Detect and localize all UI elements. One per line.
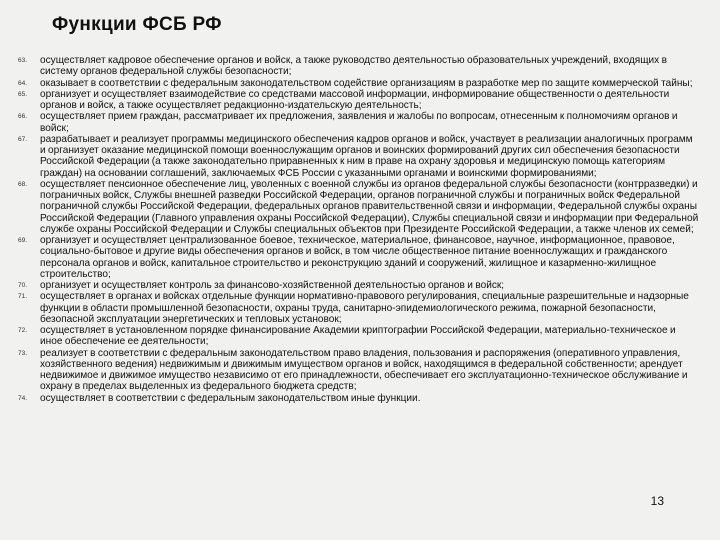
item-number: 72. <box>18 327 28 334</box>
item-number: 69. <box>18 237 28 244</box>
item-number: 68. <box>18 180 28 188</box>
item-text: реализует в соответствии с федеральным законодательством право владения, пользования и распоряжения (оперативного управления, хозяйственного ведения) недвижимым и движимым имуществом органов и войск, находящимся в федеральной собственности; арендует недвижимое и движимое имущество независимо от его принадлежности, обеспечивает его эксплуатационно-техническое обслуживание и охрану в пределах выделенных из федерального бюджета средств; <box>40 347 688 393</box>
item-text: осуществляет в установленном порядке финансирование Академии криптографии Российской Федерации, материально-техническое и иное обеспечение ее деятельности; <box>40 325 676 348</box>
item-number: 71. <box>18 293 28 301</box>
list-item <box>18 235 700 280</box>
item-text: организует и осуществляет взаимодействие со средствами массовой информации, информирование общественности о деятельности органов и войск, а также осуществляет редакционно-издательскую деятельность; <box>40 88 670 111</box>
item-number: 65. <box>18 90 28 98</box>
list-item <box>18 78 700 89</box>
list-item <box>18 55 700 78</box>
list-item <box>18 291 700 325</box>
functions-list <box>18 55 700 404</box>
item-number: 63. <box>18 57 28 64</box>
slide-title: Функции ФСБ РФ <box>52 14 222 35</box>
item-number: 73. <box>18 349 28 357</box>
list-item <box>18 393 700 404</box>
item-text: осуществляет в соответствии с федеральным законодательством иные функции. <box>40 392 421 404</box>
item-text: оказывает в соответствии с федеральным законодательством содействие организациям в разработке мер по защите коммерческой тайны; <box>40 77 693 89</box>
list-item <box>18 280 700 291</box>
list-item <box>18 348 700 393</box>
list-item <box>18 325 700 348</box>
list-item <box>18 111 700 134</box>
item-text: организует и осуществляет контроль за финансово-хозяйственной деятельностью органов и войск; <box>40 280 505 291</box>
item-number: 66. <box>18 113 28 121</box>
item-number: 74. <box>18 394 28 402</box>
list-item <box>18 134 700 179</box>
item-text: осуществляет в органах и войсках отдельные функции нормативно-правового регулирования, специальные разрешительные и надзорные функции в области промышленной безопасности, охраны труда, санитарно-эпидемиологического режима, пожарной безопасности, безопасной эксплуатации энергетических и тепловых установок; <box>40 291 689 325</box>
item-number: 64. <box>18 79 28 87</box>
item-number: 67. <box>18 135 28 143</box>
list-item <box>18 89 700 112</box>
page-number: 13 <box>650 494 664 508</box>
list-item <box>18 179 700 235</box>
item-text: организует и осуществляет централизованное боевое, техническое, материальное, финансовое, научное, информационное, правовое, социально-бытовое и другие виды обеспечения органов и войск, в том числе общественное питание военнослужащих и гражданского персонала органов и войск, капитальное строительство и реконструкцию зданий и сооружений, жилищное и казарменно-жилищное строительство; <box>40 235 675 280</box>
item-text: осуществляет кадровое обеспечение органов и войск, а также руководство деятельностью образовательных учреждений, входящих в систему органов федеральной службы безопасности; <box>40 55 667 78</box>
item-text: разрабатывает и реализует программы медицинского обеспечения кадров органов и войск, участвует в реализации аналогичных программ и организует оказание медицинской помощи военнослужащим органов и воинских формирований других сил обеспечения безопасности Российской Федерации (а также законодательно приравненных к ним в праве на охрану здоровья и медицинскую помощь категориям граждан) на основании соглашений, заключаемых ФСБ России с указанными органами и воинскими формированиями; <box>40 133 693 179</box>
item-text: осуществляет пенсионное обеспечение лиц, уволенных с военной службы из органов федеральной службы безопасности (контрразведки) и пограничных войск, Службы внешней разведки Российской Федерации, органов пограничной службы и пограничных войск Федеральной пограничной службы Российской Федерации, федеральных органов правительственной связи и информации, Федеральной службы охраны Российской Федерации (Главного управления охраны Российской Федерации), Службы специальной связи и информации при Федеральной службе охраны Российской Федерации и Службы специальных объектов при Президенте Российской Федерации, а также членов их семей; <box>40 178 699 235</box>
item-number: 70. <box>18 282 28 289</box>
item-text: осуществляет прием граждан, рассматривает их предложения, заявления и жалобы по вопросам, отнесенным к полномочиям органов и войск; <box>40 111 678 134</box>
